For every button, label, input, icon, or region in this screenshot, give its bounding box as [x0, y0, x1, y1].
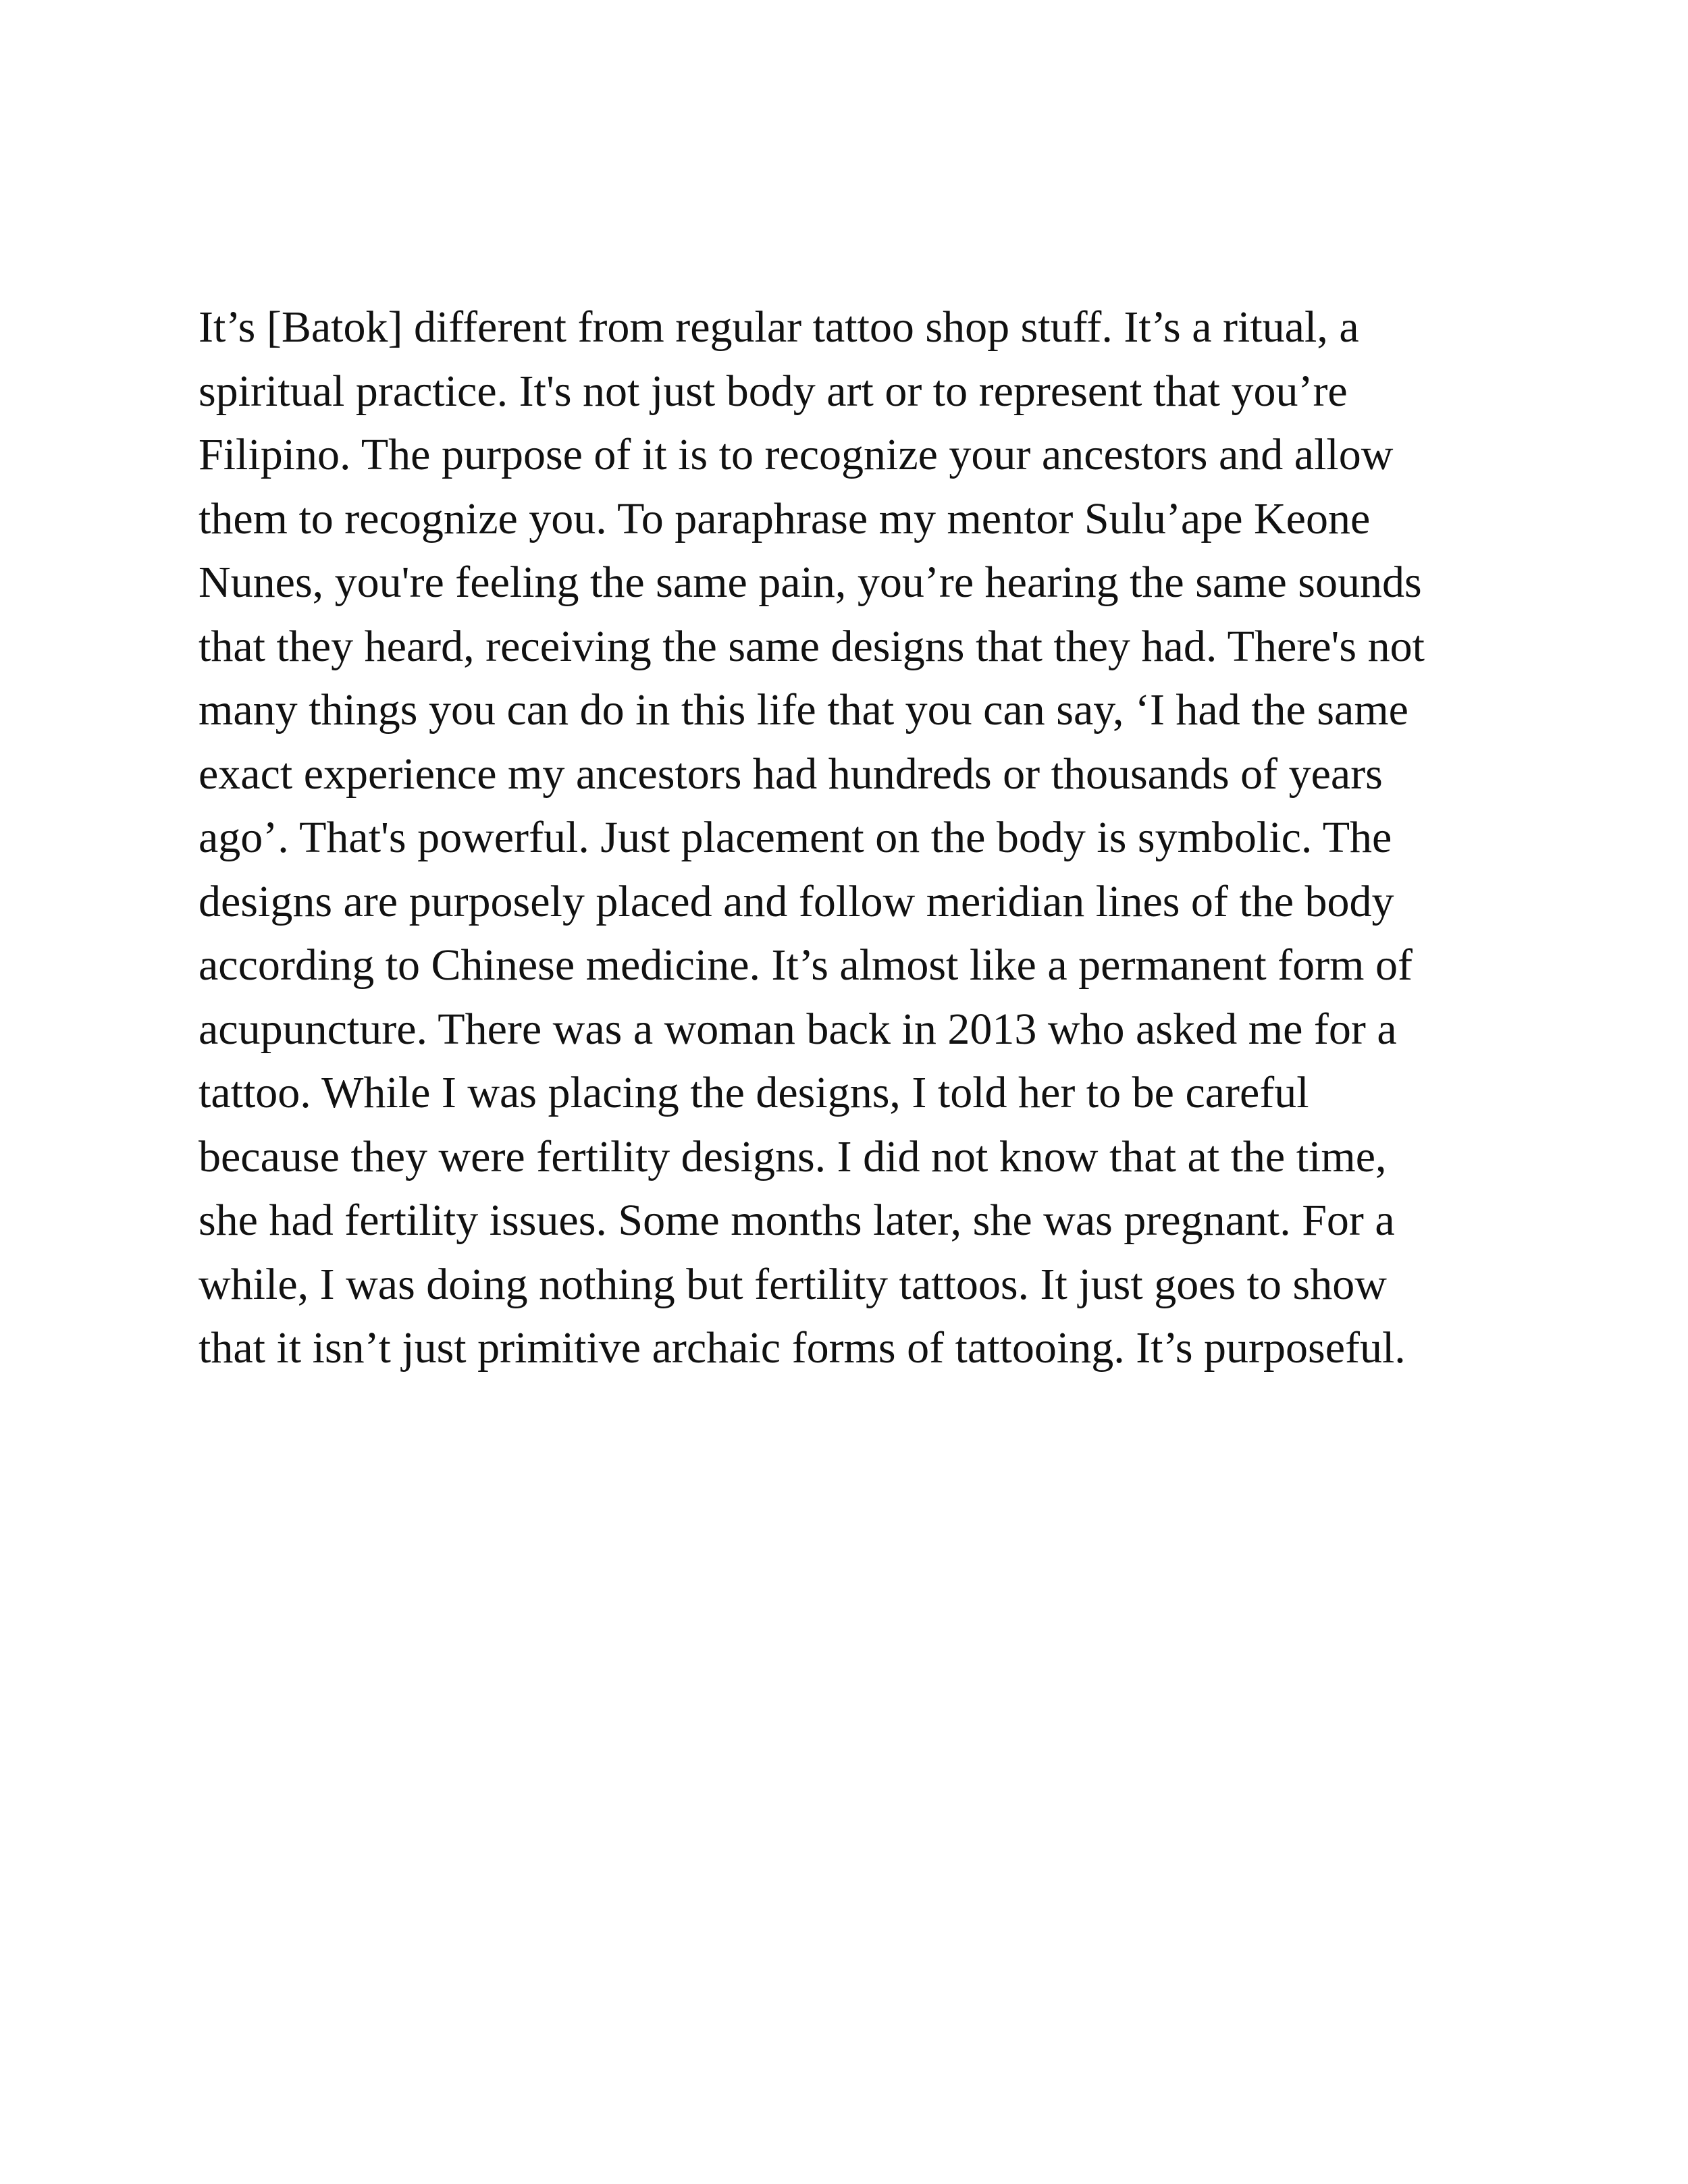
paragraph-line: because they were fertility designs. I did not know that at the time,: [199, 1131, 1387, 1181]
paragraph: [199, 296, 1522, 1381]
paragraph-line: that they heard, receiving the same designs that they had. There's not: [199, 621, 1425, 671]
paragraph-line: Nunes, you're feeling the same pain, you’re hearing the same sounds: [199, 558, 1422, 607]
paragraph-line: acupuncture. There was a woman back in 2013 who asked me for a: [199, 1004, 1397, 1054]
paragraph-line: them to recognize you. To paraphrase my mentor Sulu’ape Keone: [199, 494, 1371, 543]
paragraph-line: spiritual practice. It's not just body art or to represent that you’re: [199, 366, 1348, 416]
paragraph-line: designs are purposely placed and follow meridian lines of the body: [199, 876, 1394, 926]
paragraph-line: exact experience my ancestors had hundreds or thousands of years: [199, 749, 1383, 799]
paragraph-line: while, I was doing nothing but fertility tattoos. It just goes to show: [199, 1259, 1387, 1309]
paragraph-line: she had fertility issues. Some months later, she was pregnant. For a: [199, 1196, 1395, 1245]
paragraph-line: It’s [Batok] different from regular tattoo shop stuff. It’s a ritual, a: [199, 302, 1359, 352]
paragraph-line: according to Chinese medicine. It’s almost like a permanent form of: [199, 940, 1413, 990]
paragraph-line: tattoo. While I was placing the designs, I told her to be careful: [199, 1068, 1309, 1117]
paragraph-line: that it isn’t just primitive archaic forms of tattooing. It’s purposeful.: [199, 1323, 1406, 1373]
paragraph-line: ago’. That's powerful. Just placement on the body is symbolic. The: [199, 813, 1392, 862]
paragraph-line: Filipino. The purpose of it is to recognize your ancestors and allow: [199, 430, 1394, 479]
paragraph-line: many things you can do in this life that you can say, ‘I had the same: [199, 685, 1408, 735]
